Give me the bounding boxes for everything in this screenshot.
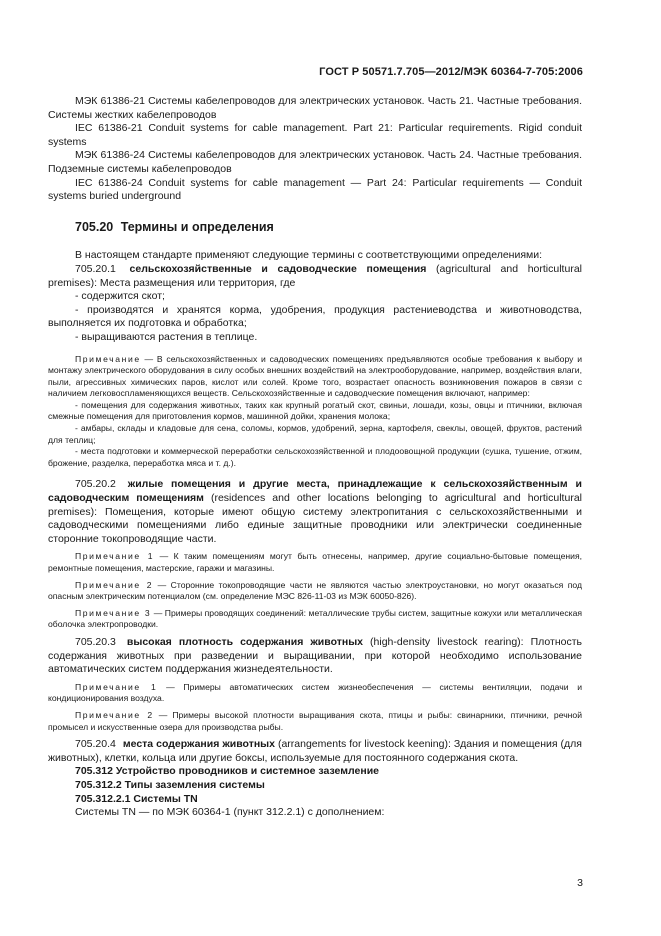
page-content	[48, 95, 582, 820]
standard-header: ГОСТ Р 50571.7.705—2012/МЭК 60364-7-705:2006	[319, 66, 583, 78]
reference-item: IEC 61386-21 Conduit systems for cable management. Part 21: Particular requirements. Rigid conduit systems	[48, 122, 582, 148]
term-definition	[48, 478, 582, 546]
note	[48, 682, 582, 705]
reference-item: МЭК 61386-21 Системы кабелепроводов для электрических установок. Часть 21. Частные требования. Системы жестких кабелепроводов	[48, 95, 582, 121]
term-number: 705.20.2	[75, 478, 116, 491]
term-number: 705.20.4	[75, 738, 116, 751]
note-label: Примечание 1	[75, 551, 155, 562]
note-text: — Примеры высокой плотности выращивания скота, птицы и рыбы: свинарники, птичники, речной промысел и искусственные озера для производства рыбы.	[48, 709, 583, 732]
term-text: (arrangements for livestock keening): Здания и помещения (для животных), клетки, кольца или другие боксы, используемые для постоянного содержания скота.	[48, 738, 582, 764]
list-item: - содержится скот;	[75, 290, 165, 303]
term-definition	[48, 636, 582, 677]
section-heading	[75, 221, 582, 235]
term-number: 705.20.3	[75, 635, 116, 648]
note-text: — Примеры проводящих соединений: металлические трубы систем, защитные кожухи или металлическая оболочка электропроводки.	[48, 607, 582, 630]
note-label: Примечание 3	[75, 607, 152, 618]
term-text: (agricultural and horticultural premises): Места размещения или территория, где	[48, 262, 582, 289]
term-name: жилые помещения и другие места, принадлежащие к сельскохозяйственным и садоводческим помещениям	[48, 478, 582, 505]
note	[48, 354, 582, 400]
intro-paragraph: В настоящем стандарте применяют следующие термины с соответствующими определениями:	[75, 249, 543, 262]
note-text: — Примеры автоматических систем жизнеобеспечения — системы вентиляции, подачи и кондиционирования воздуха.	[48, 681, 582, 704]
note-label: Примечание 2	[75, 709, 154, 720]
note-label: Примечание	[75, 353, 141, 364]
list-item: - выращиваются растения в теплице.	[75, 330, 258, 343]
subsection-heading: 705.312.2 Типы заземления системы	[75, 778, 265, 791]
note	[48, 710, 582, 733]
note	[48, 608, 582, 631]
section-title: Термины и определения	[120, 219, 274, 234]
note-label: Примечание 2	[75, 579, 154, 590]
term-name: сельскохозяйственные и садоводческие помещения	[129, 262, 427, 275]
note-label: Примечание 1	[75, 681, 158, 692]
note-list-item: - амбары, склады и кладовые для сена, соломы, кормов, удобрений, зерна, картофеля, свеклы, овощей, фруктов, растений для теплиц;	[48, 423, 582, 445]
subsection-heading: 705.312 Устройство проводников и системное заземление	[75, 765, 379, 778]
note-list-item: - места подготовки и коммерческой переработки сельскохозяйственной и плодоовощной продукции (сушка, тушение, отжим, брожение, разделка, переработка мяса и т. д.).	[48, 446, 582, 468]
reference-item: IEC 61386-24 Conduit systems for cable management — Part 24: Particular requirements — Conduit systems buried underground	[48, 176, 582, 203]
body-paragraph: Системы TN — по МЭК 60364-1 (пункт 312.2.1) с дополнением:	[75, 806, 385, 819]
note-list-item: - помещения для содержания животных, таких как крупный рогатый скот, свиньи, лошади, козы, овцы и птичники, включая смежные помещения для приготовления кормов, машинной дойки, хранения молока;	[48, 399, 582, 422]
subsection-heading: 705.312.2.1 Системы TN	[75, 792, 198, 805]
page-number: 3	[577, 877, 583, 889]
term-name: высокая плотность содержания животных	[126, 635, 364, 648]
note	[48, 551, 582, 574]
term-name: места содержания животных	[122, 738, 275, 751]
term-text: (high-density livestock rearing): Плотность содержания животных при разведении и выращивании, при которой необходимо использование автоматических систем поддержания жизнедеятельности.	[48, 635, 582, 676]
term-definition	[48, 738, 582, 765]
note-text: — Сторонние токопроводящие части не являются частью электроустановки, но могут оказаться под опасным электрическим потенциалом (см. определение МЭС 826-11-03 из МЭК 60050-826).	[48, 579, 582, 602]
note-text: — В сельскохозяйственных и садоводческих помещениях предъявляются особые требования к выбору и монтажу электрического оборудования в силу особых внешних воздействий на электрооборудование, например, воздействия влаги, пыли, агрессивных химических паров, кислот или солей. Кроме того, возрастает опасность возникновения пожаров в связи с наличием легковоспламеняющихся веществ. Сельскохозяйственные и садоводческие помещения включают, например:	[48, 353, 583, 399]
section-number: 705.20	[75, 219, 114, 234]
list-item: - производятся и хранятся корма, удобрения, продукция растениеводства и животноводства, выполняется их подготовка и обработка;	[48, 303, 582, 330]
note-text: — К таким помещениям могут быть отнесены, например, другие социально-бытовые помещения, ремонтные помещения, мастерские, гаражи и магазины.	[48, 551, 582, 573]
note	[48, 580, 582, 603]
term-definition	[48, 263, 582, 290]
term-number: 705.20.1	[75, 262, 116, 275]
term-text: (residences and other locations belonging to agricultural and horticultural premises): Помещения, которые имеют общую систему электропитания с сельскохозяйственными и садоводческими помещениями либо единые защитные проводники или электрически соединенные сторонние токопроводящие части.	[48, 492, 582, 545]
reference-item: МЭК 61386-24 Системы кабелепроводов для электрических установок. Часть 24. Частные требования. Подземные системы кабелепроводов	[48, 149, 582, 175]
